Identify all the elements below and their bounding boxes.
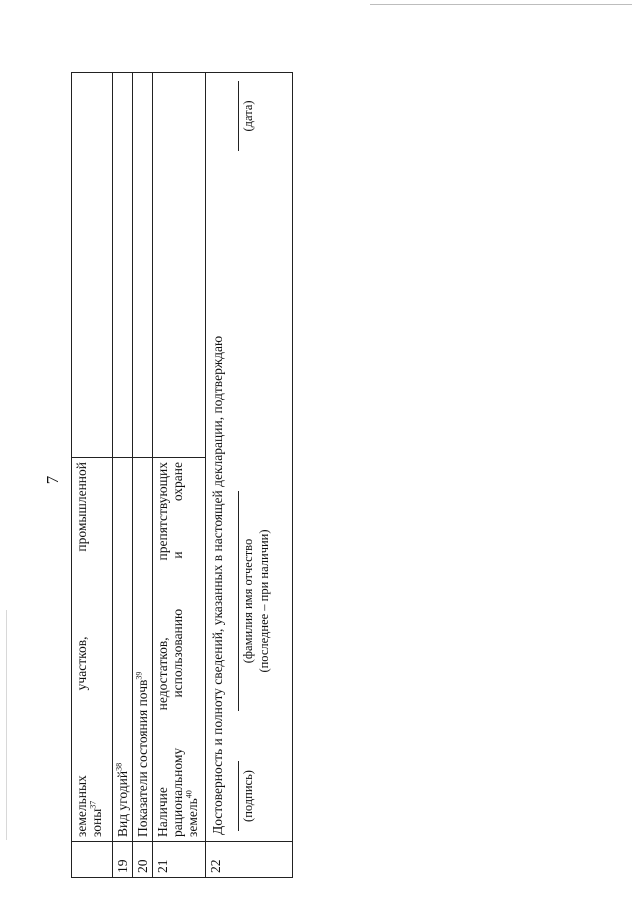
table-row bbox=[153, 73, 206, 878]
row-value-cell[interactable] bbox=[113, 73, 133, 458]
table-row bbox=[133, 73, 153, 878]
date-field[interactable] bbox=[238, 81, 278, 151]
row-label: земельных участков, промышленной зоны$^{37}$ bbox=[72, 458, 113, 842]
row-number: 22 bbox=[206, 842, 293, 878]
scan-artifact-top bbox=[370, 4, 632, 5]
signature-caption: (подпись) bbox=[241, 770, 255, 822]
full-name-field[interactable] bbox=[238, 491, 278, 711]
page-number: 7 bbox=[43, 475, 62, 485]
scan-artifact-left bbox=[6, 610, 7, 840]
row-number bbox=[72, 842, 113, 878]
signature-line bbox=[238, 761, 239, 831]
row-value-cell[interactable] bbox=[153, 73, 206, 458]
signature-field[interactable] bbox=[238, 761, 278, 831]
date-line bbox=[238, 81, 239, 151]
declaration-table bbox=[71, 72, 293, 878]
attestation-cell bbox=[206, 73, 293, 842]
full-name-line bbox=[238, 491, 239, 711]
table-row bbox=[206, 73, 293, 878]
table-row bbox=[113, 73, 133, 878]
declaration-page-rotated bbox=[71, 73, 277, 878]
row-value-cell[interactable] bbox=[133, 73, 153, 458]
full-name-caption-2: (последнее – при наличии) bbox=[257, 529, 271, 673]
date-caption: (дата) bbox=[241, 100, 255, 132]
row-label: Показатели состояния почв$^{39}$ bbox=[133, 458, 153, 842]
row-number: 19 bbox=[113, 842, 133, 878]
row-number: 20 bbox=[133, 842, 153, 878]
row-label: Вид угодий$^{38}$ bbox=[113, 458, 133, 842]
table-row bbox=[72, 73, 113, 878]
row-label: Наличие недостатков, препятствующих рациональному использованию и охране земель$^{40}$ bbox=[153, 458, 206, 842]
row-number: 21 bbox=[153, 842, 206, 878]
attestation-text: Достоверность и полноту сведений, указанных в настоящей декларации, подтверждаю bbox=[210, 335, 225, 835]
full-name-caption-1: (фамилия имя отчество bbox=[241, 538, 255, 664]
row-value-cell[interactable] bbox=[72, 73, 113, 458]
